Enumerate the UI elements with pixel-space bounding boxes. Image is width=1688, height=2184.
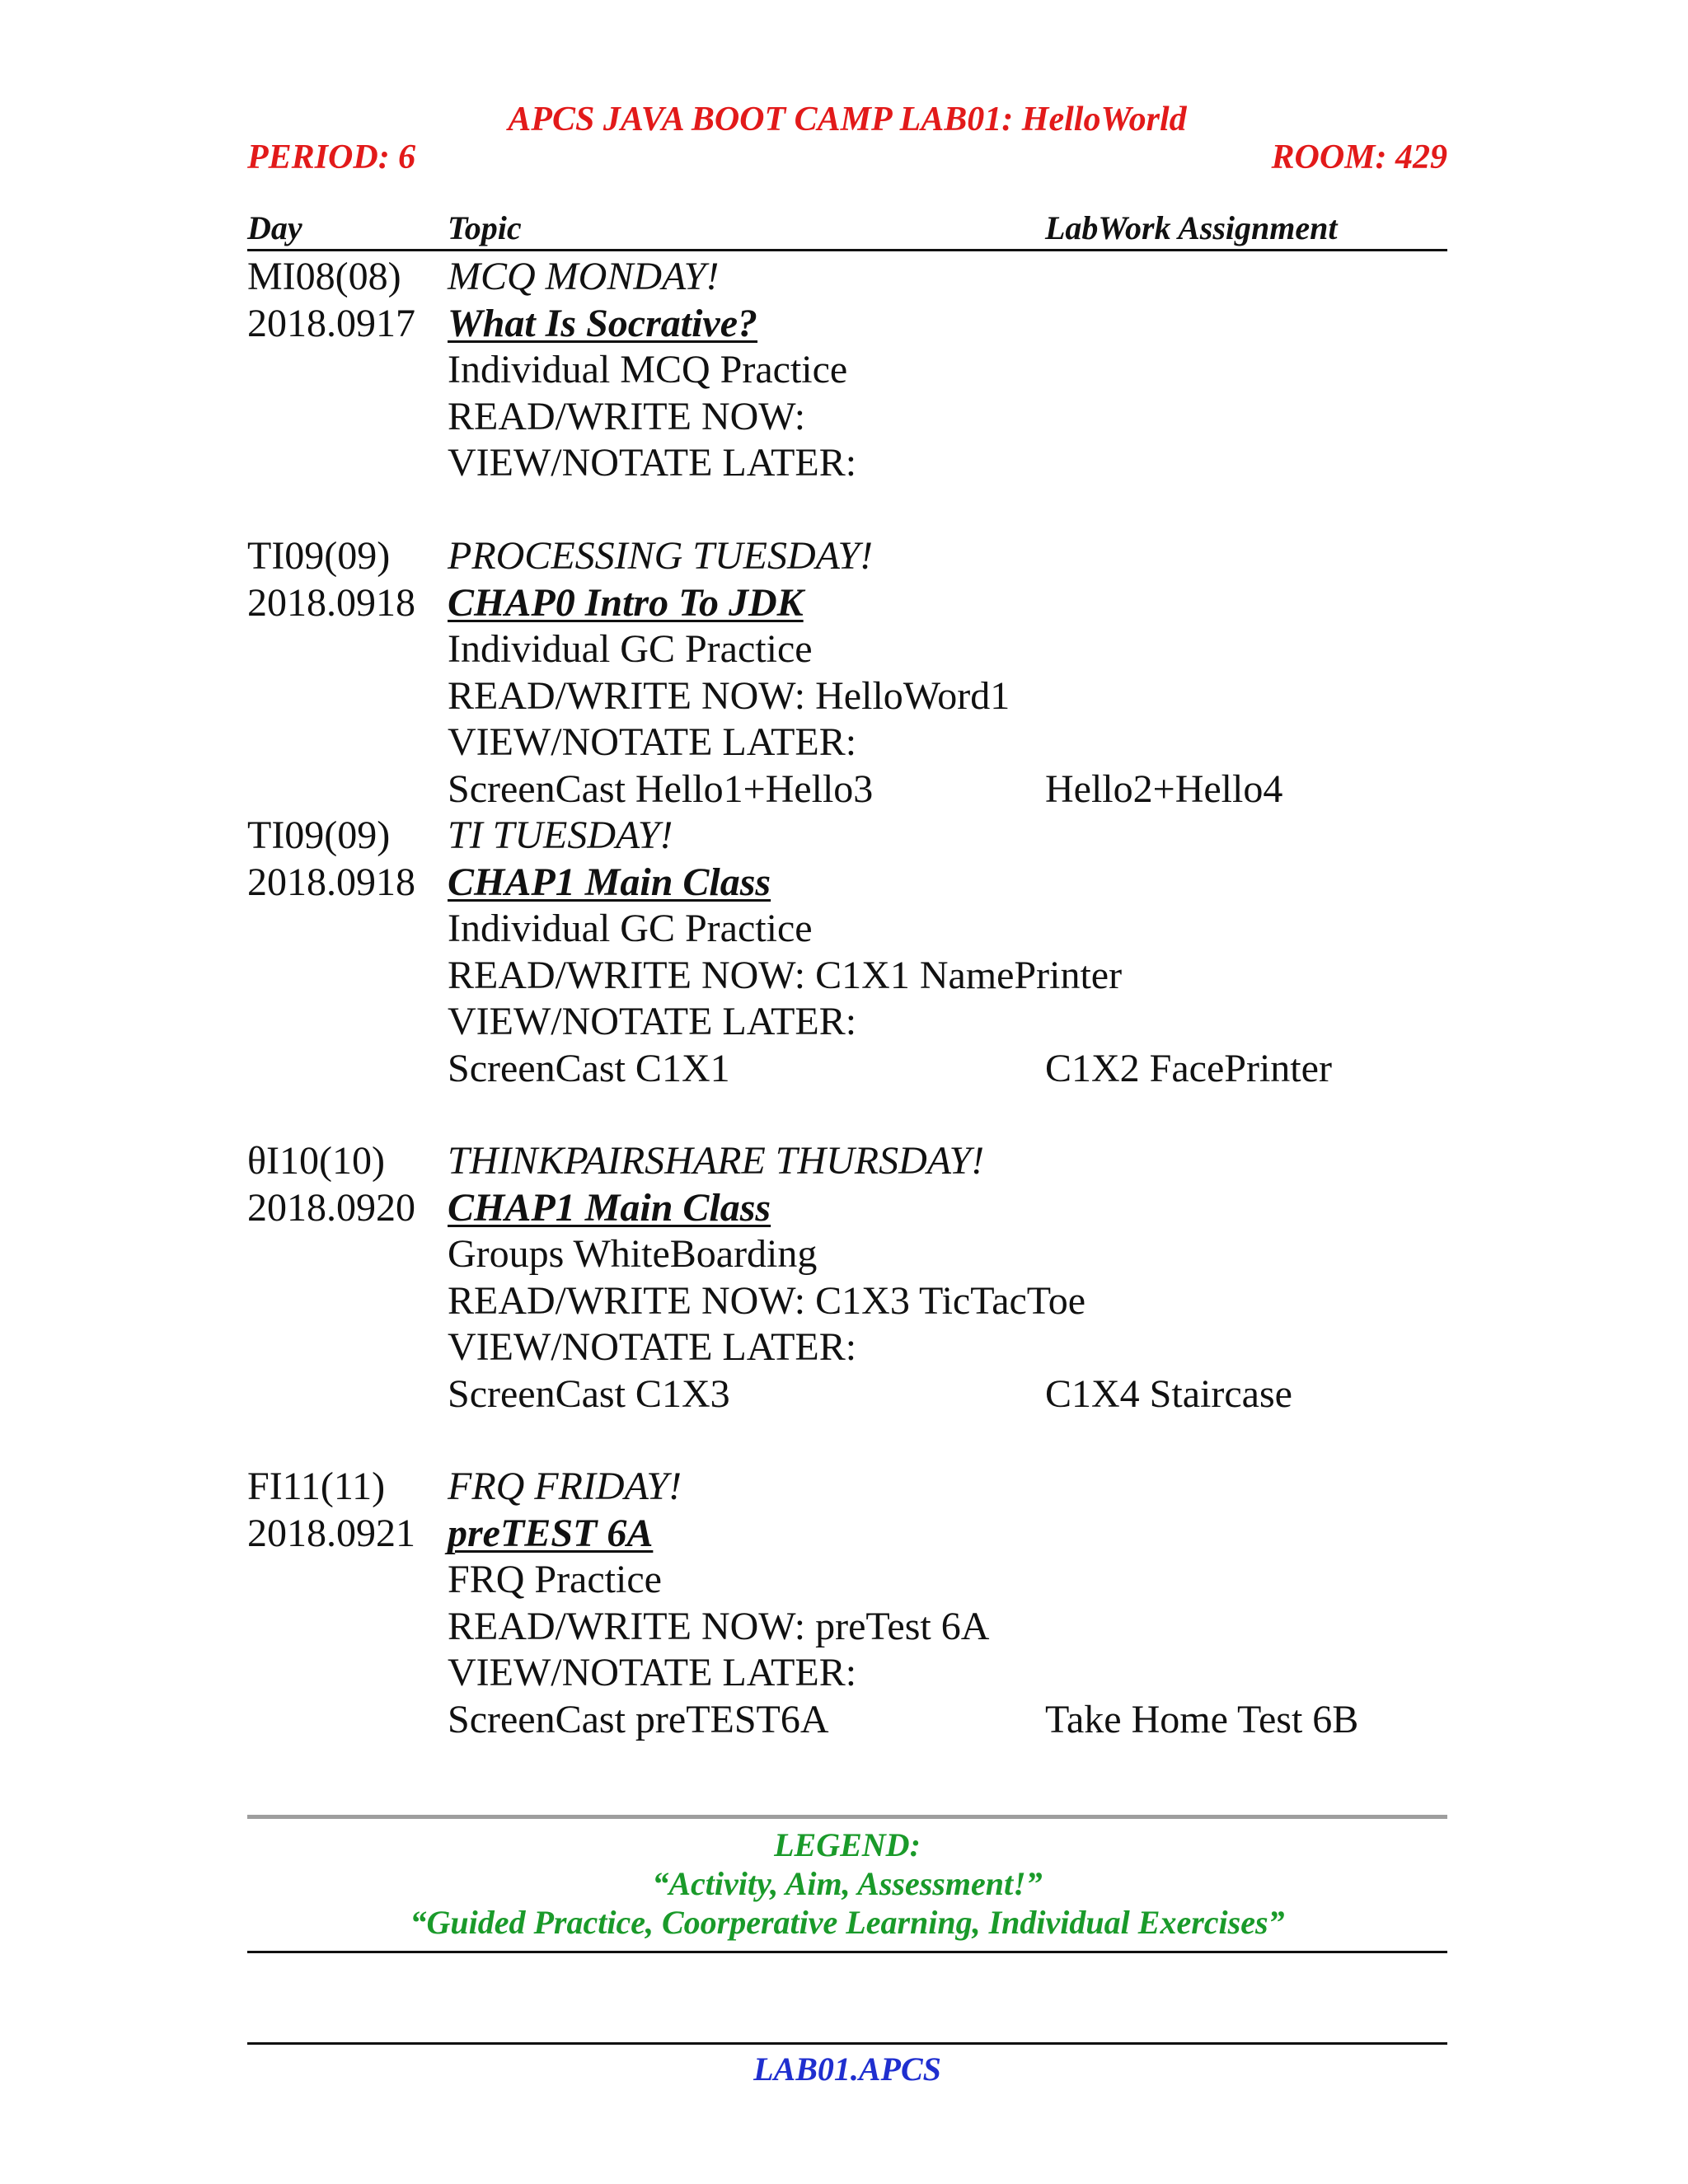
labwork-assignment: Hello2+Hello4 [1045, 766, 1283, 811]
labwork-assignment: C1X4 Staircase [1045, 1371, 1292, 1416]
labwork-assignment: C1X2 FacePrinter [1045, 1046, 1332, 1090]
read-write-now: READ/WRITE NOW: preTest 6A [448, 1604, 990, 1648]
day-topic: CHAP1 Main Class [448, 1185, 771, 1230]
day-activity: Individual MCQ Practice [448, 348, 848, 391]
day-code: θI10(10) [247, 1139, 385, 1183]
day-code: FI11(11) [247, 1465, 386, 1508]
room-label: ROOM: 429 [1271, 138, 1447, 176]
schedule-day [247, 254, 1447, 533]
day-date: 2018.0917 [247, 301, 415, 345]
schedule-day [247, 1464, 1447, 1743]
column-header-day: Day [247, 209, 302, 246]
read-write-now: READ/WRITE NOW: [448, 394, 806, 438]
footer-label: LAB01.APCS [247, 2042, 1447, 2094]
read-write-now: READ/WRITE NOW: HelloWord1 [448, 673, 1010, 718]
column-header-topic: Topic [448, 209, 522, 246]
day-topic: CHAP0 Intro To JDK [448, 580, 804, 625]
day-date: 2018.0918 [247, 580, 415, 625]
column-header-labwork: LabWork Assignment [1045, 209, 1338, 246]
day-topic: preTEST 6A [448, 1511, 654, 1555]
labwork-assignment: Take Home Test 6B [1045, 1697, 1359, 1741]
page-title: APCS JAVA BOOT CAMP LAB01: HelloWorld [508, 101, 1187, 138]
view-notate-later: VIEW/NOTATE LATER: [448, 1325, 857, 1369]
legend-title: LEGEND: [774, 1826, 921, 1863]
schedule-day [247, 813, 1447, 1138]
day-date: 2018.0920 [247, 1185, 415, 1230]
day-code: TI09(09) [247, 534, 391, 578]
day-activity: FRQ Practice [448, 1558, 662, 1601]
day-activity: Individual GC Practice [448, 627, 813, 671]
view-notate-later: VIEW/NOTATE LATER: [448, 1000, 857, 1043]
day-theme: TI TUESDAY! [448, 813, 673, 857]
screencast: ScreenCast preTEST6A [448, 1697, 829, 1741]
read-write-now: READ/WRITE NOW: C1X1 NamePrinter [448, 953, 1123, 997]
screencast: ScreenCast Hello1+Hello3 [448, 766, 874, 811]
view-notate-later: VIEW/NOTATE LATER: [448, 720, 857, 764]
day-topic: CHAP1 Main Class [448, 860, 771, 904]
legend [247, 1815, 1447, 1953]
day-date: 2018.0921 [247, 1511, 415, 1555]
legend-line-2: “Guided Practice, Coorperative Learning, Individual Exercises” [410, 1904, 1285, 1941]
day-theme: MCQ MONDAY! [448, 255, 720, 298]
day-activity: Groups WhiteBoarding [448, 1232, 818, 1276]
day-topic: What Is Socrative? [448, 301, 758, 345]
schedule-day [247, 1138, 1447, 1464]
day-activity: Individual GC Practice [448, 907, 813, 950]
column-header-row [247, 208, 1447, 251]
schedule [247, 254, 1447, 1743]
view-notate-later: VIEW/NOTATE LATER: [448, 1651, 857, 1694]
day-theme: THINKPAIRSHARE THURSDAY! [448, 1139, 985, 1183]
day-date: 2018.0918 [247, 860, 415, 904]
schedule-day [247, 533, 1447, 813]
period-label: PERIOD: 6 [247, 138, 416, 176]
view-notate-later: VIEW/NOTATE LATER: [448, 441, 857, 485]
screencast: ScreenCast C1X1 [448, 1046, 730, 1090]
day-code: MI08(08) [247, 255, 401, 298]
legend-line-1: “Activity, Aim, Assessment!” [652, 1865, 1043, 1902]
day-code: TI09(09) [247, 813, 391, 857]
day-theme: FRQ FRIDAY! [448, 1465, 682, 1508]
read-write-now: READ/WRITE NOW: C1X3 TicTacToe [448, 1278, 1086, 1323]
day-theme: PROCESSING TUESDAY! [448, 534, 873, 578]
screencast: ScreenCast C1X3 [448, 1371, 730, 1416]
